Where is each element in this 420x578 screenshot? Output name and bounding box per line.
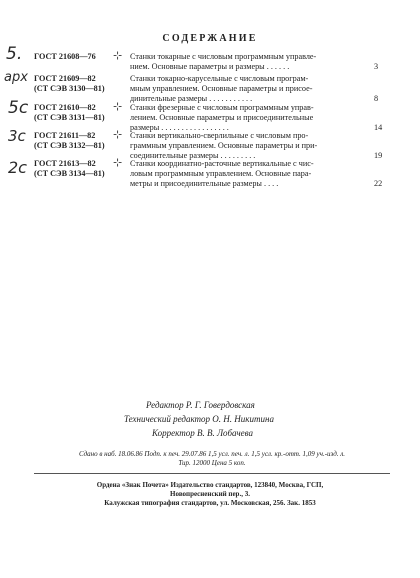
description-line: Станки токарно-карусельные с числовым програм- (130, 74, 309, 83)
standard-number (34, 52, 96, 62)
pencil-mark-icon: ⊹ (113, 128, 123, 141)
description-line: метры и присоединительные размеры . . . . (130, 179, 279, 188)
handwritten-note: 3c (8, 127, 26, 145)
standard-number (34, 131, 105, 151)
imprint-line: Сдано в наб. 18.06.86 Подп. к печ. 29.07.86 1,5 усл. печ. л. 1,5 усл. кр.-отт. 1,09 уч.-изд. л. (78, 450, 346, 458)
standard-code: ГОСТ 21611—82 (34, 131, 96, 140)
entry-description (130, 74, 366, 104)
page-number: 22 (374, 179, 383, 188)
tech-editor-credit: Технический редактор О. Н. Никитина (124, 414, 274, 424)
description-line: Станки вертикально-сверлильные с числовым про- (130, 131, 309, 140)
description-line: Станки токарные с числовым программным управле- (130, 52, 317, 61)
handwritten-note: 2c (8, 158, 27, 177)
pencil-mark-icon: ⊹ (113, 100, 123, 113)
handwritten-note: 5. (6, 44, 23, 64)
publisher-footer (30, 481, 390, 508)
description-line: Станки координатно-расточные вертикальные с чис- (130, 159, 314, 168)
description-line: граммным управлением. Основные параметры и при- (130, 141, 318, 150)
description-line: динительные размеры . . . . . . . . . . . (130, 94, 253, 103)
standard-code: (СТ СЭВ 3130—81) (34, 84, 105, 93)
standard-code: (СТ СЭВ 3132—81) (34, 141, 105, 150)
standard-code: ГОСТ 21609—82 (34, 74, 96, 83)
description-line: Станки фрезерные с числовым программным управ- (130, 103, 314, 112)
description-line: лением. Основные параметры и присоединительные (130, 113, 314, 122)
page-heading: СОДЕРЖАНИЕ (162, 33, 258, 44)
description-line: нием. Основные параметры и размеры . . . . . . (130, 62, 290, 71)
standard-code: (СТ СЭВ 3134—81) (34, 169, 105, 178)
entry-description (130, 131, 366, 161)
description-line: размеры . . . . . . . . . . . . . . . . . (130, 123, 229, 132)
description-line: ловым программным управлением. Основные пара- (130, 169, 312, 178)
description-line: соединительные размеры . . . . . . . . . (130, 151, 256, 160)
page-number: 14 (374, 123, 383, 132)
page-number: 19 (374, 151, 383, 160)
description-line: мным управлением. Основные параметры и присое- (130, 84, 313, 93)
standard-number (34, 103, 105, 123)
imprint-line: Тир. 12000 Цена 5 коп. (178, 459, 246, 467)
publisher-line: Калужская типография стандартов, ул. Московская, 256. Зак. 1853 (104, 499, 316, 507)
standard-code: ГОСТ 21613—82 (34, 159, 96, 168)
handwritten-note: 5c (8, 98, 29, 118)
entry-description (130, 52, 366, 72)
entry-description (130, 103, 366, 133)
standard-code: ГОСТ 21610—82 (34, 103, 96, 112)
handwritten-note: арх (4, 70, 28, 85)
standard-number (34, 74, 105, 94)
standard-code: ГОСТ 21608—76 (34, 52, 96, 61)
standard-number (34, 159, 105, 179)
standard-code: (СТ СЭВ 3131—81) (34, 113, 105, 122)
entry-description (130, 159, 366, 189)
page-number: 8 (374, 94, 379, 103)
pencil-mark-icon: ⊹ (113, 49, 123, 62)
print-imprint (32, 450, 392, 468)
page-number: 3 (374, 62, 379, 71)
pencil-mark-icon: ⊹ (113, 156, 123, 169)
editor-credit: Редактор Р. Г. Говердовская (146, 400, 255, 410)
divider (34, 473, 390, 474)
publisher-line: Новопресненский пер., 3. (170, 490, 250, 498)
corrector-credit: Корректор В. В. Лобачева (152, 428, 253, 438)
publisher-line: Ордена «Знак Почета» Издательство стандартов, 123840, Москва, ГСП, (96, 481, 324, 489)
